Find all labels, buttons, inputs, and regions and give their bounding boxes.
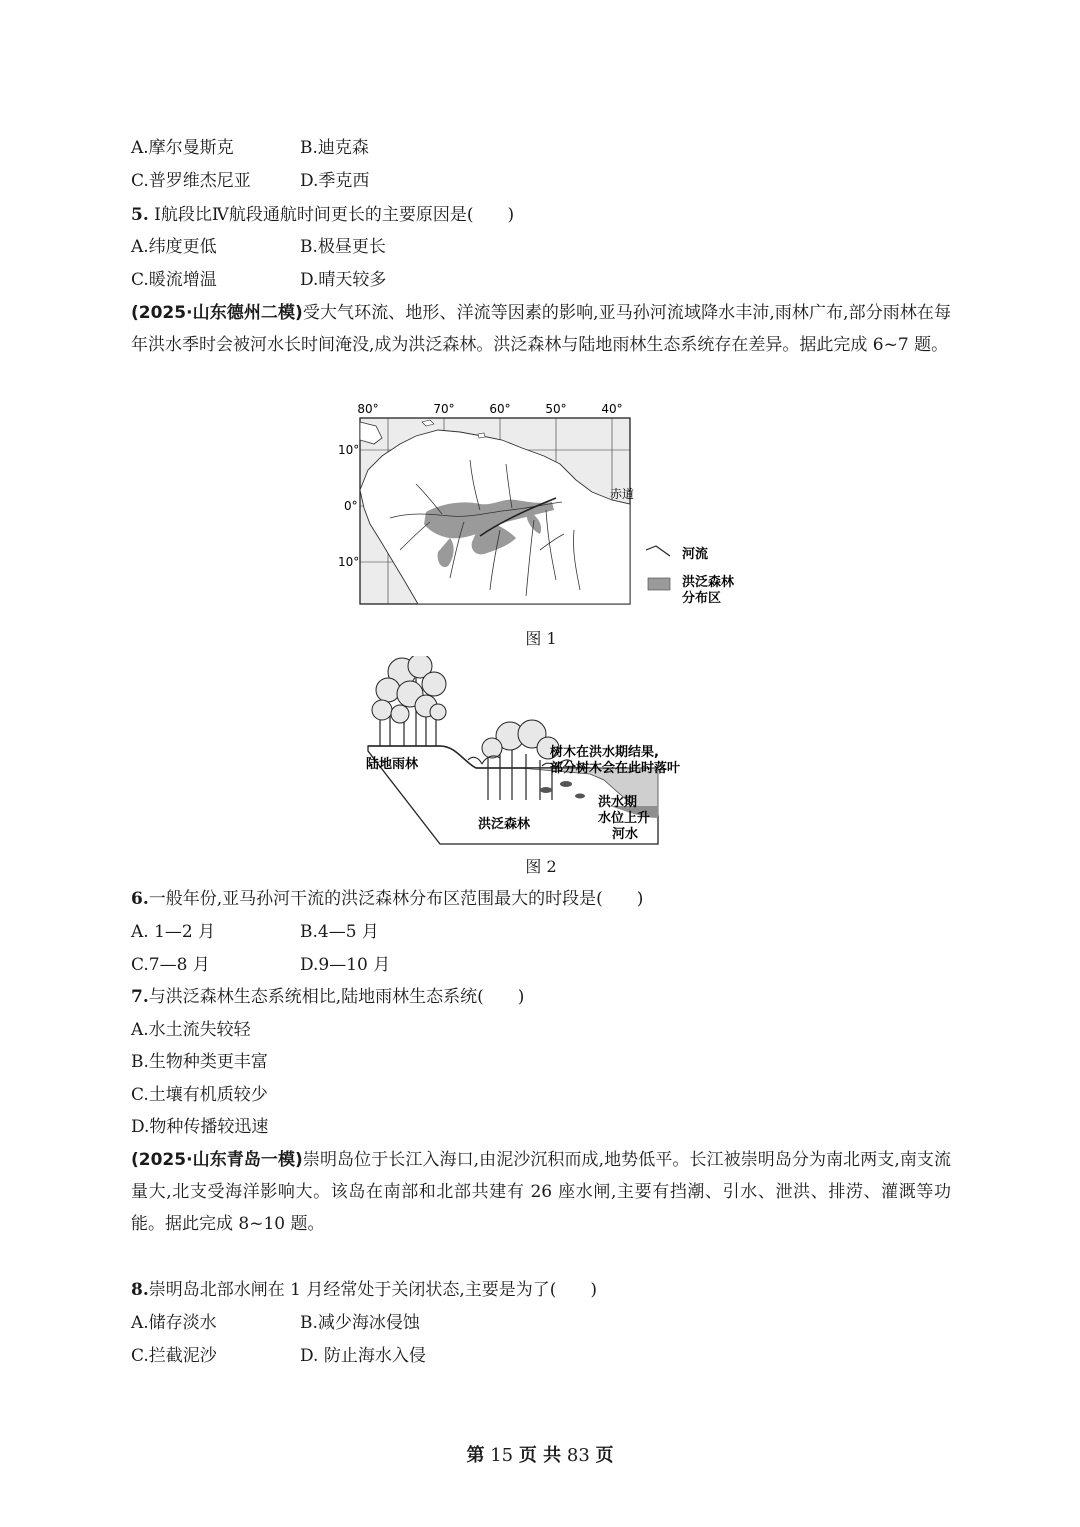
q5-option-b: B.极昼更长: [300, 237, 386, 257]
q6-option-a: A. 1—2 月: [131, 922, 216, 942]
lat-label-10n: 10°: [338, 443, 360, 457]
legend-flood-swatch: [648, 578, 670, 590]
legend-flood-label-1: 洪泛森林: [682, 575, 735, 590]
label-flood-rise-2: 水位上升: [598, 811, 651, 826]
q7-stem: 与洪泛森林生态系统相比,陆地雨林生态系统( ): [148, 987, 525, 1007]
land-rainforest-trees: [372, 656, 446, 746]
lon-label-70: 70°: [433, 402, 455, 416]
q8-option-d: D. 防止海水入侵: [300, 1346, 426, 1366]
passage-chongming-text: 崇明岛位于长江入海口,由泥沙沉积而成,地势低平。长江被崇明岛分为南北两支,南支流量大,北支受海洋影响大。该岛在南部和北部共建有 26 座水闸,主要有挡潮、引水、泄洪、排涝、灌溉等功能。据此完成 8~10 题。: [131, 1150, 951, 1234]
q5-question: [131, 203, 514, 227]
q8-question: [131, 1278, 597, 1302]
q8-option-b: B.减少海冰侵蚀: [300, 1313, 420, 1333]
q6-question: [131, 887, 643, 911]
lat-label-10s: 10°: [338, 555, 360, 569]
page-footer: [0, 1443, 1080, 1469]
legend-river-icon: [646, 546, 670, 556]
equator-label: 赤道: [610, 487, 635, 501]
q4-option-d: D.季克西: [300, 171, 370, 191]
label-land-rainforest: 陆地雨林: [366, 757, 419, 772]
q7-option-a: A.水土流失较轻: [131, 1020, 251, 1040]
q6-option-b: B.4—5 月: [300, 922, 379, 942]
q7-number: 7.: [131, 987, 149, 1007]
passage-amazon-text: 受大气环流、地形、洋流等因素的影响,亚马孙河流域降水丰沛,雨林广布,部分雨林在每年洪水季时会被河水长时间淹没,成为洪泛森林。洪泛森林与陆地雨林生态系统存在差异。据此完成 6~7 题。: [131, 303, 951, 355]
lat-label-0: 0°: [344, 499, 358, 513]
lon-label-40: 40°: [601, 402, 623, 416]
label-flood-forest: 洪泛森林: [478, 817, 531, 832]
q6-option-c: C.7—8 月: [131, 955, 210, 975]
label-flood-rise-1: 洪水期: [598, 795, 638, 810]
lon-label-60: 60°: [489, 402, 511, 416]
q7-option-c: C.土壤有机质较少: [131, 1085, 268, 1105]
legend-flood-label-2: 分布区: [682, 591, 722, 606]
q8-option-a: A.储存淡水: [131, 1313, 217, 1333]
q6-stem: 一般年份,亚马孙河干流的洪泛森林分布区范围最大的时段是( ): [148, 889, 644, 909]
q6-option-d: D.9—10 月: [300, 955, 391, 975]
q8-number: 8.: [131, 1280, 149, 1300]
label-river-water: 河水: [612, 827, 639, 842]
q5-option-c: C.暖流增温: [131, 270, 217, 290]
figure-1-map: [330, 400, 760, 612]
footer-middle: 页 共: [518, 1445, 562, 1466]
q8-option-c: C.拦截泥沙: [131, 1346, 217, 1366]
passage-chongming-source: (2025·山东青岛一模): [131, 1150, 303, 1170]
footer-current-page: 15: [490, 1445, 514, 1466]
q4-option-a: A.摩尔曼斯克: [131, 138, 234, 158]
q5-option-d: D.晴天较多: [300, 270, 387, 290]
figure-1-caption: 图 1: [525, 629, 557, 648]
figure-2-section: [360, 656, 720, 852]
note-line-1: 树木在洪水期结果,: [550, 745, 659, 760]
q4-option-b: B.迪克森: [300, 138, 369, 158]
flood-forest-trees: [468, 720, 572, 800]
footer-total-pages: 83: [566, 1445, 590, 1466]
q6-number: 6.: [131, 889, 149, 909]
footer-suffix: 页: [595, 1445, 614, 1466]
figure-2-caption: 图 2: [525, 857, 557, 876]
note-line-2: 部分树木会在此时落叶: [550, 761, 681, 776]
fish-icons: [540, 781, 585, 799]
passage-chongming: [131, 1144, 951, 1240]
q5-stem: Ⅰ航段比Ⅳ航段通航时间更长的主要原因是( ): [154, 205, 515, 225]
passage-amazon-source: (2025·山东德州二模): [131, 303, 303, 323]
q4-option-c: C.普罗维杰尼亚: [131, 171, 251, 191]
footer-prefix: 第: [466, 1445, 485, 1466]
lon-label-50: 50°: [545, 402, 567, 416]
lon-label-80: 80°: [357, 402, 379, 416]
q5-option-a: A.纬度更低: [131, 237, 217, 257]
q7-option-d: D.物种传播较迅速: [131, 1117, 269, 1137]
q7-option-b: B.生物种类更丰富: [131, 1052, 268, 1072]
q8-stem: 崇明岛北部水闸在 1 月经常处于关闭状态,主要是为了( ): [148, 1280, 598, 1300]
q7-question: [131, 985, 524, 1009]
legend-river-label: 河流: [682, 547, 709, 562]
passage-amazon: [131, 297, 951, 361]
q5-number: 5.: [131, 205, 149, 225]
